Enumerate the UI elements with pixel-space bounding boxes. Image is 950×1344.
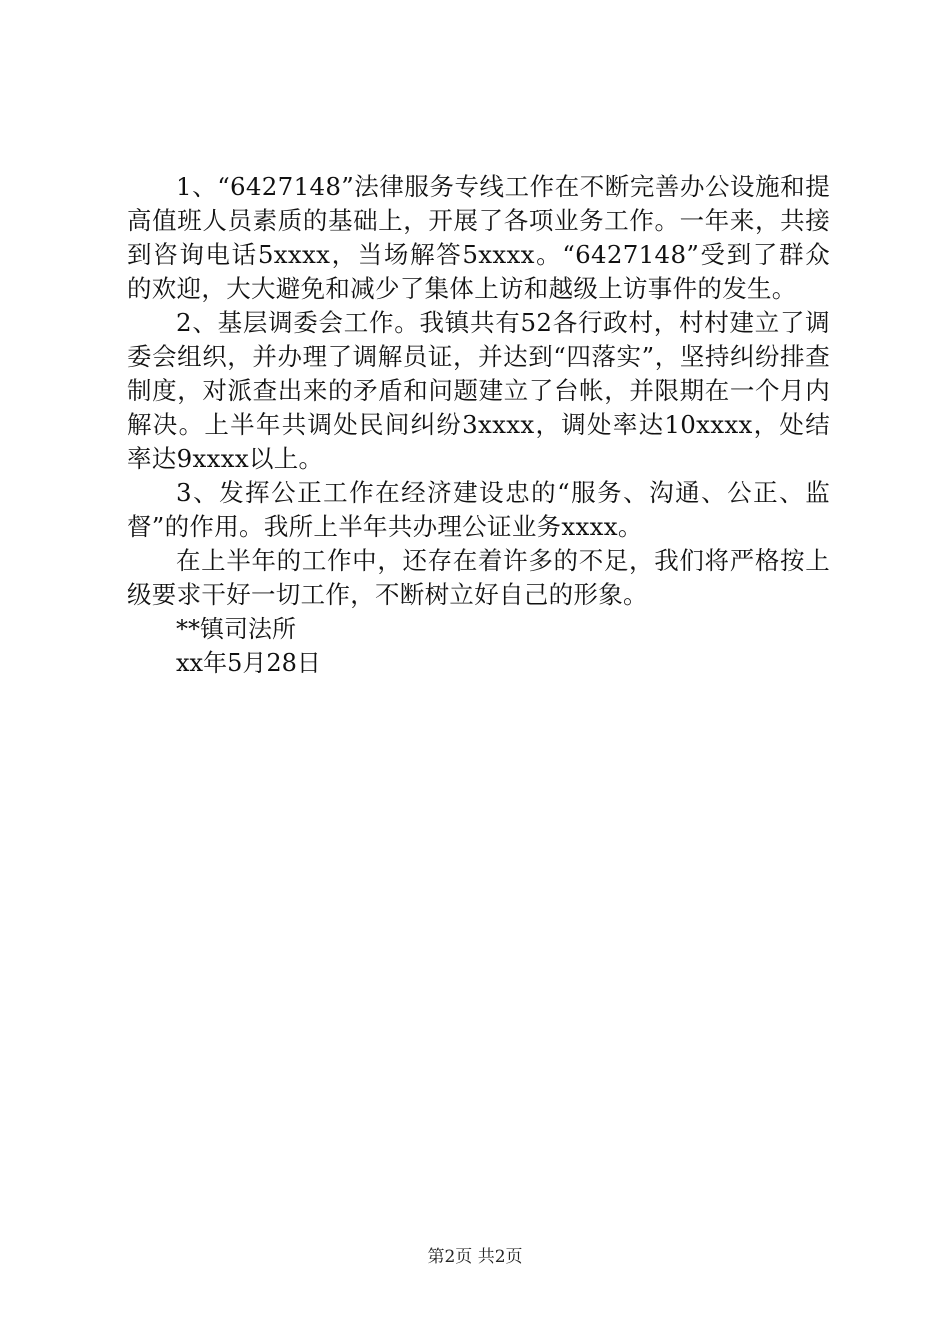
- signature-org: **镇司法所: [176, 615, 296, 643]
- page-footer: [0, 1246, 950, 1268]
- page-number: 第2页 共2页: [427, 1247, 523, 1267]
- paragraph-hotline: 1、“6427148”法律服务专线工作在不断完善办公设施和提高值班人员素质的基础上，开展了各项业务工作。一年来，共接到咨询电话5xxxx，当场解答5xxxx。“6427148”受到了群众的欢迎，大大避免和减少了集体上访和越级上访事件的发生。: [127, 172, 830, 303]
- paragraph-mediation: 2、基层调委会工作。我镇共有52各行政村，村村建立了调委会组织，并办理了调解员证，并达到“四落实”，坚持纠纷排查制度，对派查出来的矛盾和问题建立了台帐，并限期在一个月内解决。上半年共调处民间纠纷3xxxx，调处率达10xxxx，处结率达9xxxx以上。: [127, 308, 830, 473]
- paragraph-conclusion: 在上半年的工作中，还存在着许多的不足，我们将严格按上级要求干好一切工作，不断树立好自己的形象。: [127, 546, 830, 609]
- paragraph-notary: 3、发挥公正工作在经济建设忠的“服务、沟通、公正、监督”的作用。我所上半年共办理公证业务xxxx。: [127, 478, 830, 541]
- signature-date: xx年5月28日: [176, 649, 321, 677]
- document-body: [127, 170, 830, 680]
